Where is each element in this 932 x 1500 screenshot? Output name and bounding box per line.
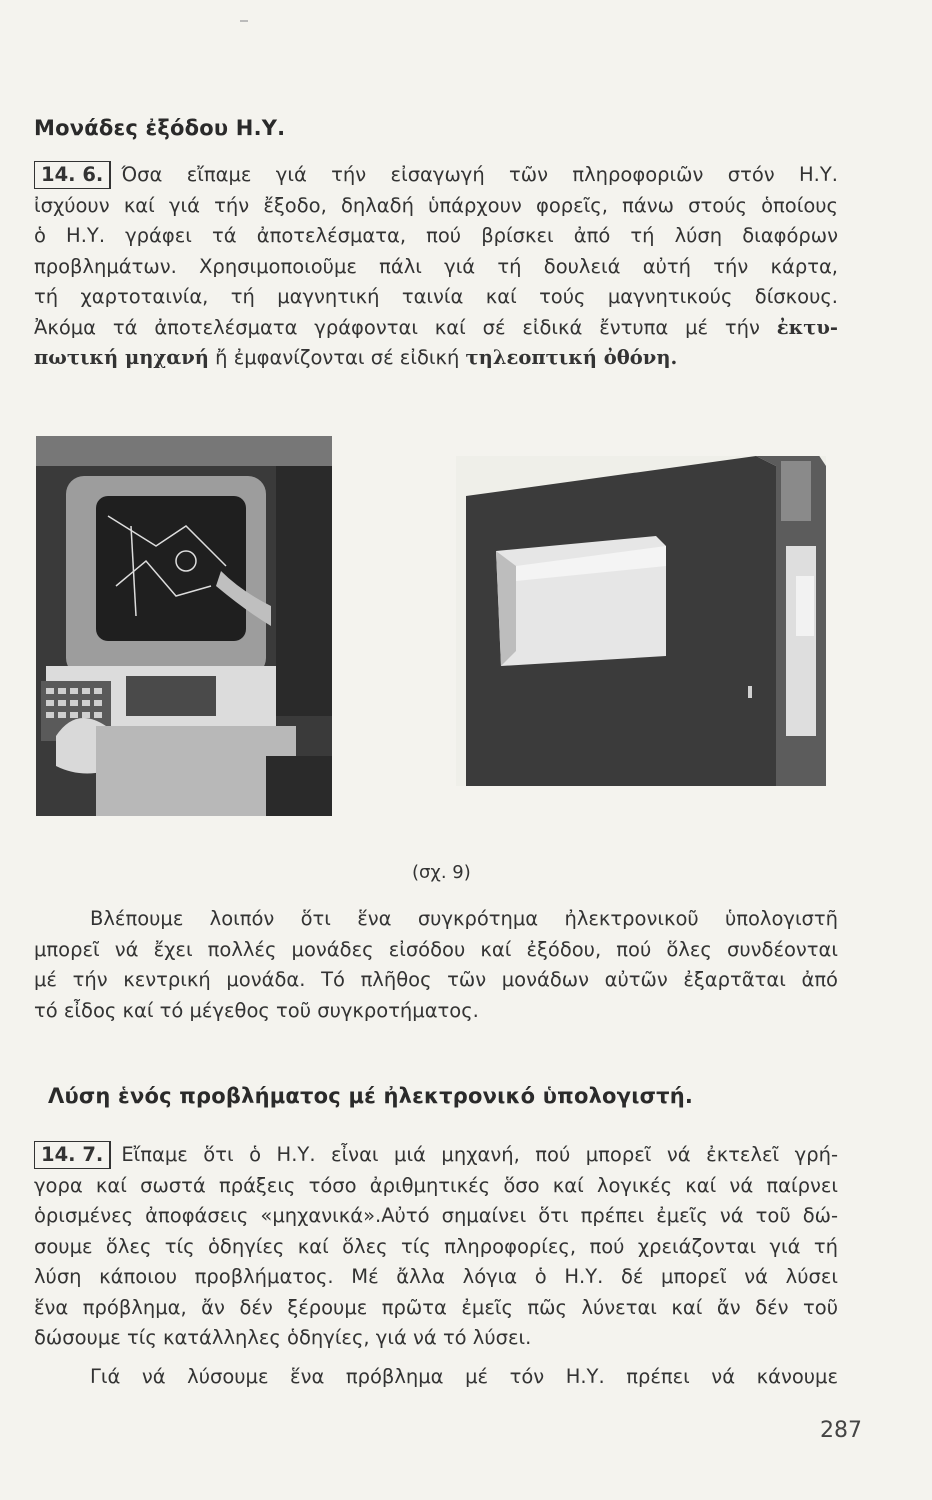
line-printer-photo: [456, 456, 826, 786]
section-heading-problem-solving: Λύση ἑνός προβλήματος μέ ἠλεκτρονικό ὑπολογιστή.: [48, 1084, 694, 1108]
graphics-terminal-photo: [36, 436, 332, 816]
paragraph-summary: Βλέπουμε λοιπόν ὅτι ἕνα συγκρότημα ἠλεκτρονικοῦ ὑπολογιστῆ μπορεῖ νά ἔχει πολλές μονάδες εἰσόδου καί ἐξόδου, πού ὅλες συνδέονται μέ τήν κεντρική μονάδα. Τό πλῆθος τῶν μονάδων αὐτῶν ἐξαρτᾶται ἀπό τό εἶδος καί τό μέγεθος τοῦ συγκροτήματος.: [34, 907, 838, 1022]
figure-caption: (σχ. 9): [412, 862, 471, 883]
paragraph-14-6: 14. 6. Όσα εἴπαμε γιά τήν εἰσαγωγή τῶν πληροφοριῶν στόν Η.Υ. ἰσχύουν καί γιά τήν ἔξοδο, δηλαδή ὑπάρχουν φορεῖς, πάνω στούς ὁποίους ὁ Η.Υ. γράφει τά ἀποτελέσματα, πού βρίσκει ἀπό τή λύση διαφόρων προβλημάτων. Χρησιμοποιοῦμε πάλι γιά τή δουλειά αὐτή τήν κάρτα, τή χαρτοταινία, τή μαγνητική ταινία καί τούς μαγνητικούς δίσκους. Ἀκόμα τά ἀποτελέσματα γράφονται καί σέ εἰδικά ἔντυπα μέ τήν ἐκτυ- πωτική μηχανή ἤ ἐμφανίζονται σέ εἰδική τηλεοπτική ὀθόνη.: [34, 163, 838, 369]
section-number: 14. 6.: [34, 161, 111, 189]
paragraph-14-7: 14. 7. Εἴπαμε ὅτι ὁ Η.Υ. εἶναι μιά μηχανή, πού μπορεῖ νά ἐκτελεῖ γρή- γορα καί σωστά πράξεις τόσο ἀριθμητικές ὅσο καί λογικές καί νά παίρνει ὁρισμένες ἀποφάσεις «μηχανικά».Αὐτό σημαίνει ὅτι πρέπει ἐμεῖς νά τοῦ δώ- σουμε ὅλες τίς ὁδηγίες καί ὅλες τίς πληροφορίες, πού χρειάζονται γιά τή λύση κάποιου προβλήματος. Μέ ἄλλα λόγια ὁ Η.Υ. δέ μπορεῖ νά λύσει ἕνα πρόβλημα, ἄν δέν ξέρουμε πρῶτα ἐμεῖς πῶς λύνεται καί ἄν δέν τοῦ δώσουμε τίς κατάλληλες ὁδηγίες, γιά νά τό λύσει.: [34, 1143, 838, 1349]
page-number: 287: [820, 1418, 862, 1443]
section-number: 14. 7.: [34, 1141, 111, 1169]
paragraph-next: Γιά νά λύσουμε ἕνα πρόβλημα μέ τόν Η.Υ. πρέπει νά κάνουμε: [90, 1365, 838, 1388]
top-mark: [240, 20, 248, 22]
section-heading-output-units: Μονάδες ἐξόδου Η.Υ.: [34, 116, 286, 140]
